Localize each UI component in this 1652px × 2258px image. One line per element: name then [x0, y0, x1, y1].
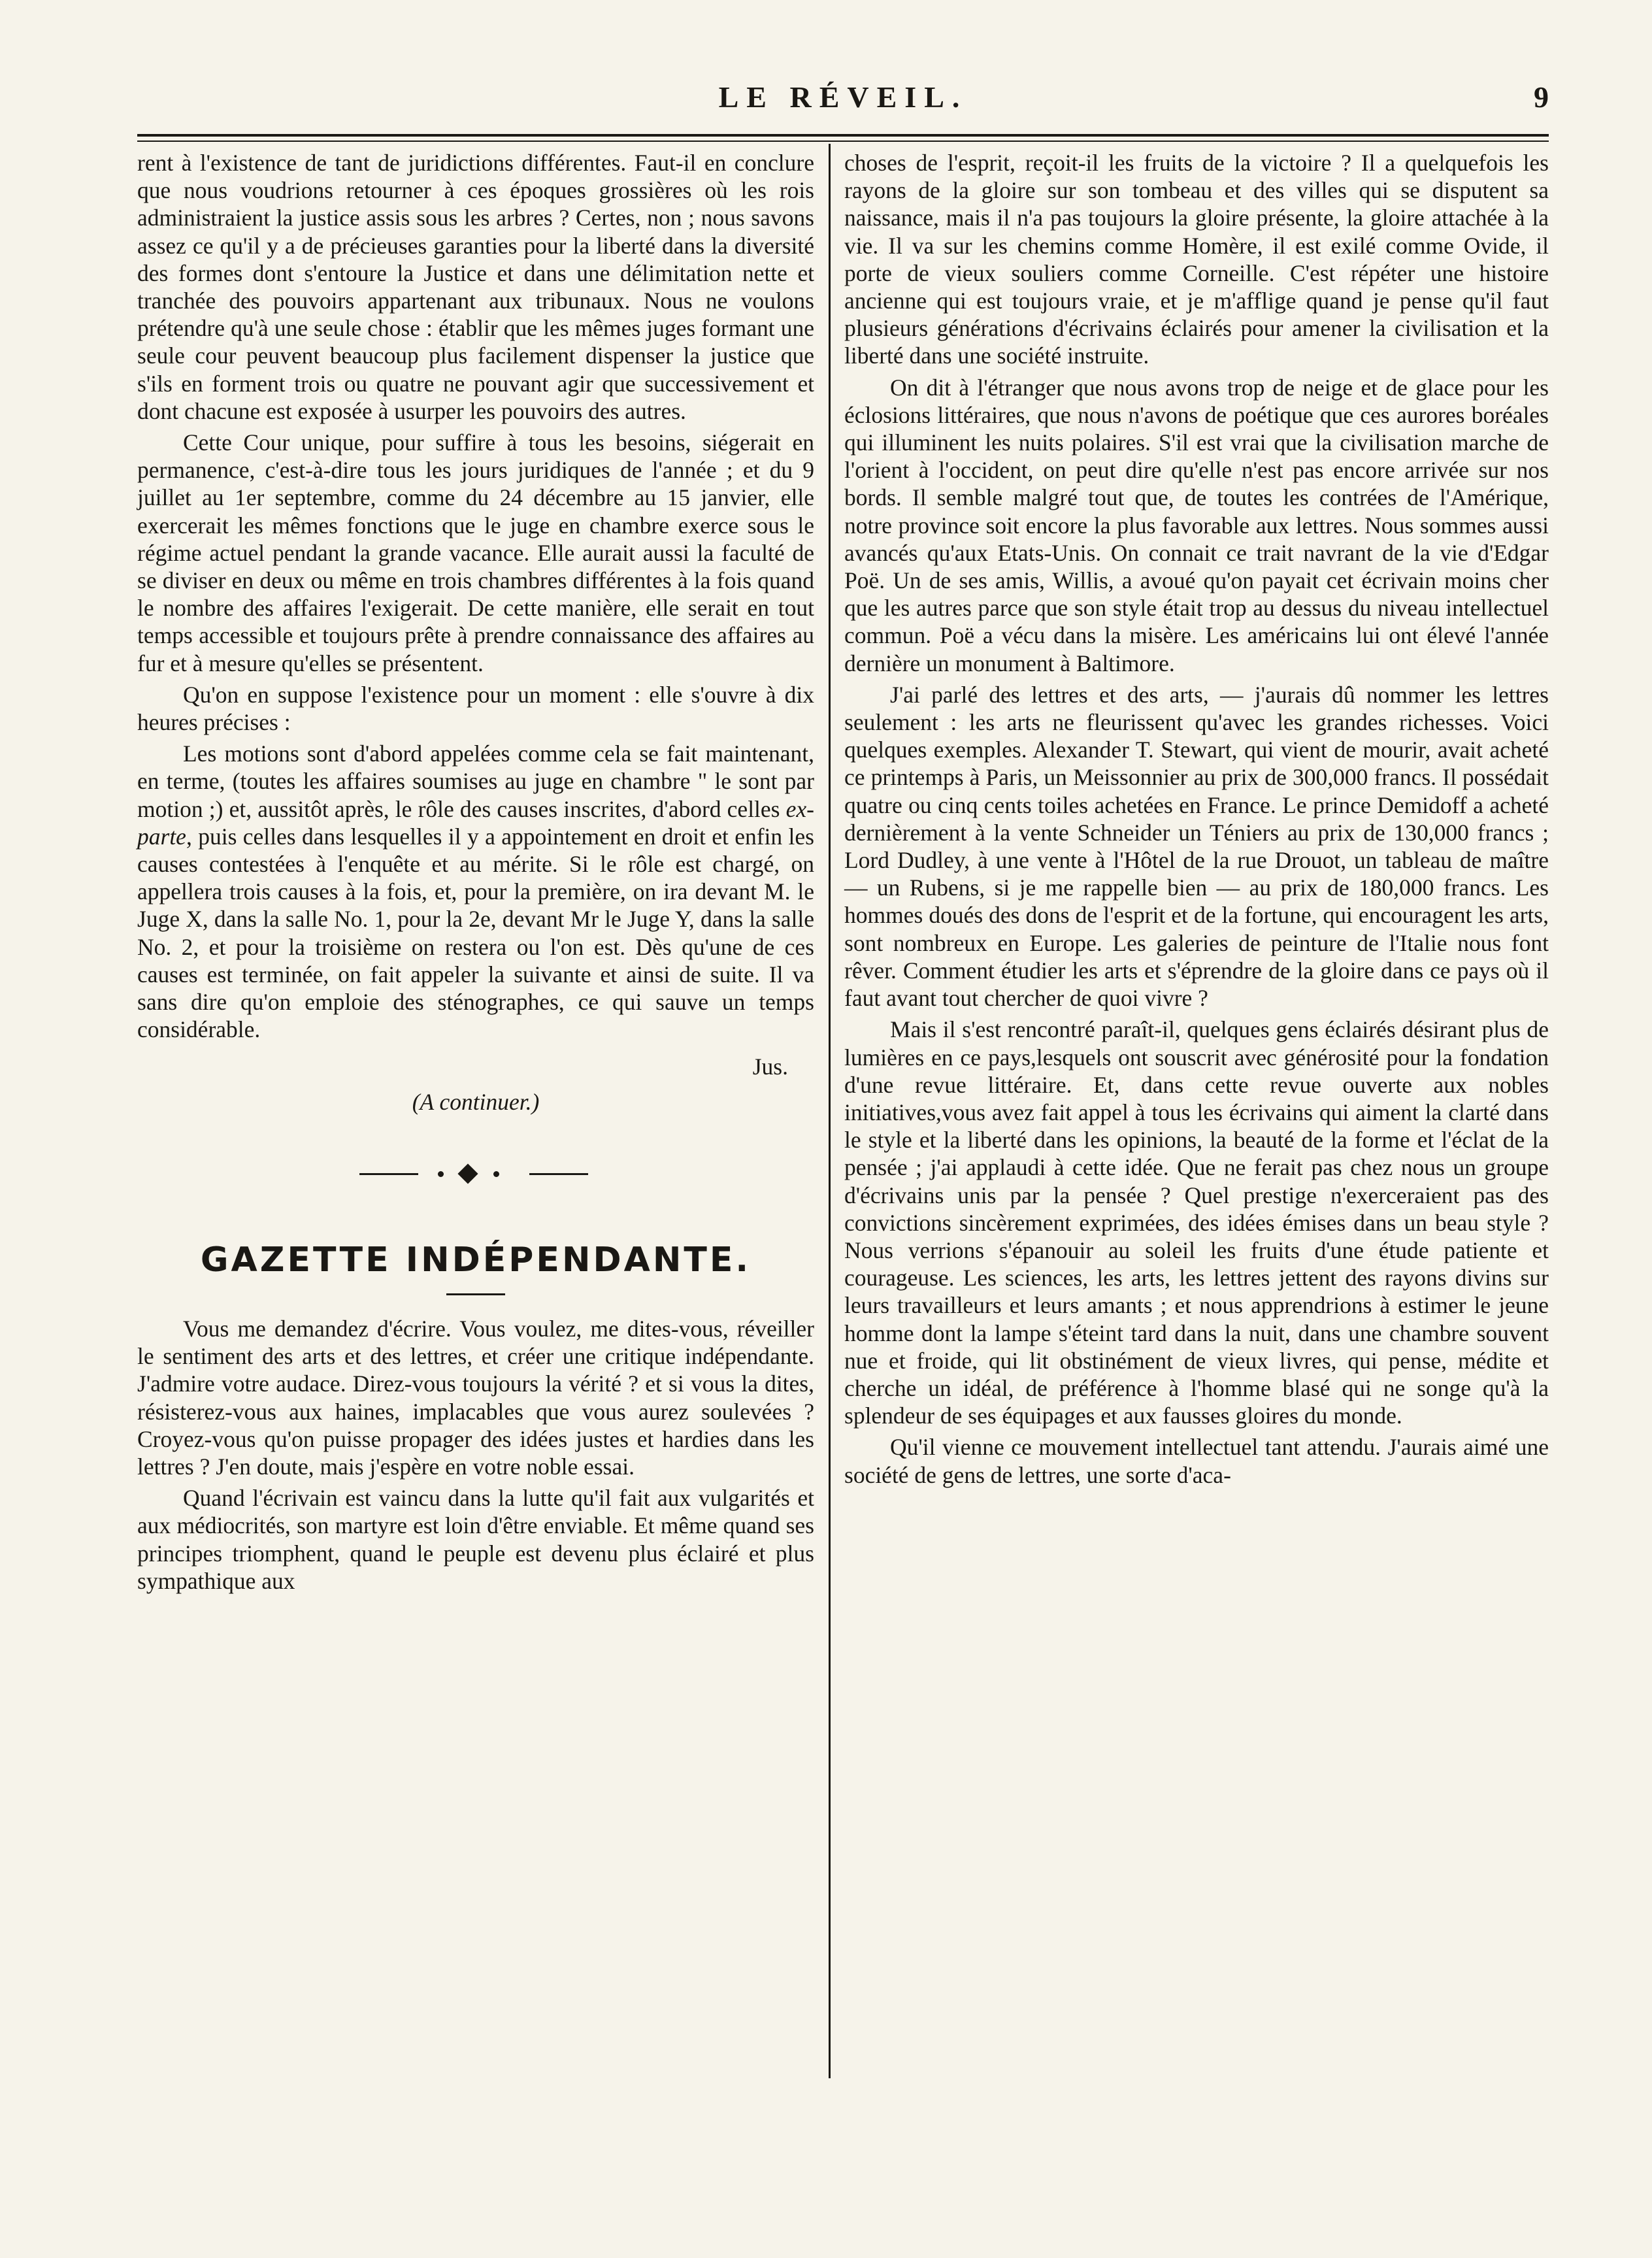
left-column [137, 149, 814, 1595]
section-title: GAZETTE INDÉPENDANTE. [200, 1240, 752, 1280]
article-paragraph: rent à l'existence de tant de juridictions différentes. Faut-il en conclure que nous voudrions retourner à ces époques grossières où les rois administraient la justice assis sous les arbres ? Certes, non ; nous savons assez ce qu'il y a de précieuses garanties pour la liberté dans la diversité des formes dont s'entoure la Justice et dans une délimitation nette et tranchée des pouvoirs appartenant aux tribunaux. Nous ne voulons prétendre qu'à une seule chose : établir que les mêmes juges formant une seule cour peuvent beaucoup plus facilement dispenser la justice que s'ils en forment trois ou quatre ne pouvant agir que successivement et dont chacune est exposée à usurper les pouvoirs des autres. [137, 150, 814, 424]
right-column [844, 149, 1549, 1489]
page-number: 9 [1534, 80, 1549, 114]
ornament-diamond [457, 1163, 478, 1184]
ornament-line [359, 1173, 418, 1175]
ornament-dot [493, 1171, 499, 1177]
gazette-paragraph: On dit à l'étranger que nous avons trop de neige et de glace pour les éclosions littéraires, que nous n'avons de poétique que ces aurores boréales qui illuminent les nuits polaires. S'il est vrai que la civilisation marche de l'orient à l'occident, on peut dire qu'elle n'est pas encore arrivée sur nos bords. Il semble malgré tout que, de toutes les contrées de l'Amérique, notre province soit encore la plus favorable aux lettres. Nous sommes aussi avancés qu'aux Etats-Unis. On connait ce trait navrant de la vie d'Edgar Poë. Un de ses amis, Willis, a avoué qu'on payait cet écrivain moins cher que les autres parce que son style était trop au dessus du niveau intellectuel commun. Poë a vécu dans la misère. Les américains lui ont élevé l'année dernière un monument à Baltimore. [844, 374, 1549, 676]
title-rule [446, 1293, 505, 1295]
ornament-dot [438, 1171, 444, 1177]
column-divider [829, 144, 831, 2078]
author-signature: Jus. [752, 1053, 788, 1080]
paragraph-text: Les motions sont d'abord appelées comme cela se fait maintenant, en terme, (toutes les affaires soumises au juge en chambre " le sont par motion ;) et, aussitôt après, le rôle des causes inscrites, d'abord celles [137, 740, 814, 822]
italic-term: ex-parte [137, 795, 814, 850]
gazette-paragraph: Quand l'écrivain est vaincu dans la lutte qu'il fait aux vulgarités et aux médiocrités, son martyre est loin d'être enviable. Et même quand ses principes triomphent, quand le peuple est devenu plus éclairé et plus sympathique aux [137, 1485, 814, 1594]
newspaper-title: LE RÉVEIL. [718, 80, 968, 114]
gazette-paragraph: Vous me demandez d'écrire. Vous voulez, me dites-vous, réveiller le sentiment des arts et des lettres, et créer une critique indépendante. J'admire votre audace. Direz-vous toujours la vérité ? et si vous la dites, résisterez-vous aux haines, implacables que vous aurez soulevées ? Croyez-vous qu'on puisse propager des idées justes et hardies dans les lettres ? J'en doute, mais j'espère en votre noble essai. [137, 1315, 814, 1480]
gazette-paragraph: Mais il s'est rencontré paraît-il, quelques gens éclairés désirant plus de lumières en ce pays,lesquels ont souscrit avec générosité pour la fondation d'une revue littéraire. Et, dans cette revue ouverte aux nobles initiatives,vous avez fait appel à tous les écrivains qui aiment la clarté dans le style et la liberté dans les opinions, la beauté de la forme et l'éclat de la pensée ; j'ai applaudi à cette idée. Que ne ferait pas chez nous un groupe d'écrivains unis par la pensée ? Quel prestige n'exerceraient pas des convictions sincèrement exprimées, des idées émises dans un beau style ? Nous verrions s'épanouir au soleil les fruits d'une étude patiente et courageuse. Les sciences, les arts, les lettres jettent des rayons divins sur leurs travailleurs et leurs amants ; et nous apprendrions à estimer le jeune homme dont la lampe s'éteint tard dans la nuit, dans une chambre souvent nue et froide, qui lit obstinément de vieux livres, qui pense, médite et cherche un idéal, de préférence à l'homme blasé qui ne songe qu'à la splendeur de ses équipages et aux fausses gloires du monde. [844, 1016, 1549, 1429]
header-double-rule [137, 134, 1549, 142]
to-be-continued: (A continuer.) [412, 1088, 540, 1115]
paragraph-text: , puis celles dans lesquelles il y a appointement en droit et enfin les causes contestées à l'enquête et au mérite. Si le rôle est chargé, on appellera trois causes à la fois, et, pour la première, on ira devant M. le Juge X, dans la salle No. 1, pour la 2e, devant Mr le Juge Y, dans la salle No. 2, et pour la troisième on restera ou l'on est. Dès qu'une de ces causes est terminée, on fait appeler la suivante et ainsi de suite. Il va sans dire qu'on emploie des sténographes, ce qui sauve un temps considérable. [137, 823, 814, 1043]
page-header [137, 80, 1549, 132]
article-paragraph: Cette Cour unique, pour suffire à tous les besoins, siégerait en permanence, c'est-à-dire tous les jours juridiques de l'année ; et du 9 juillet au 1er septembre, comme du 24 décembre au 15 janvier, elle exercerait les mêmes fonctions que le juge en chambre exerce sous le régime actuel pendant la grande vacance. Elle aurait aussi la faculté de se diviser en deux ou même en trois chambres différentes à la fois quand le nombre des affaires l'exigerait. De cette manière, elle serait en tout temps accessible et toujours prête à prendre connaissance des affaires au fur et à mesure qu'elles se présentent. [137, 429, 814, 676]
article-paragraph: Qu'on en suppose l'existence pour un moment : elle s'ouvre à dix heures précises : [137, 681, 814, 736]
gazette-paragraph: choses de l'esprit, reçoit-il les fruits de la victoire ? Il a quelquefois les rayons de la gloire sur son tombeau et des villes qui se disputent sa naissance, mais il n'a pas toujours la gloire présente, la gloire attachée à la vie. Il va sur les chemins comme Homère, il est exilé comme Ovide, il porte de vieux souliers comme Corneille. C'est répéter une histoire ancienne qui est toujours vraie, et je m'afflige quand je pense qu'il faut plusieurs générations d'écrivains éclairés pour amener la civilisation et la liberté dans une société instruite. [844, 150, 1549, 369]
gazette-paragraph: Qu'il vienne ce mouvement intellectuel tant attendu. J'aurais aimé une société de gens de lettres, une sorte d'aca- [844, 1434, 1549, 1488]
section-ornament [137, 1155, 814, 1194]
article-paragraph [137, 740, 814, 1043]
ornament-line [529, 1173, 588, 1175]
gazette-paragraph: J'ai parlé des lettres et des arts, — j'aurais dû nommer les lettres seulement : les arts ne fleurissent qu'avec les grandes richesses. Voici quelques exemples. Alexander T. Stewart, qui vient de mourir, avait acheté ce printemps à Paris, un Meissonnier au prix de 300,000 francs. Il possédait quatre ou cinq cents toiles achetées en France. Le prince Demidoff a acheté dernièrement à la vente Schneider un Téniers au prix de 130,000 francs ; Lord Dudley, à une vente à l'Hôtel de la rue Drouot, un tableau de maître — un Rubens, si je me rappelle bien — au prix de 180,000 francs. Les hommes doués des dons de l'esprit et de la fortune, qui encouragent les arts, sont nombreux en Europe. Les galeries de peinture de l'Italie nous font rêver. Comment étudier les arts et s'éprendre de la gloire dans ce pays où il faut avant tout chercher de quoi vivre ? [844, 681, 1549, 1012]
